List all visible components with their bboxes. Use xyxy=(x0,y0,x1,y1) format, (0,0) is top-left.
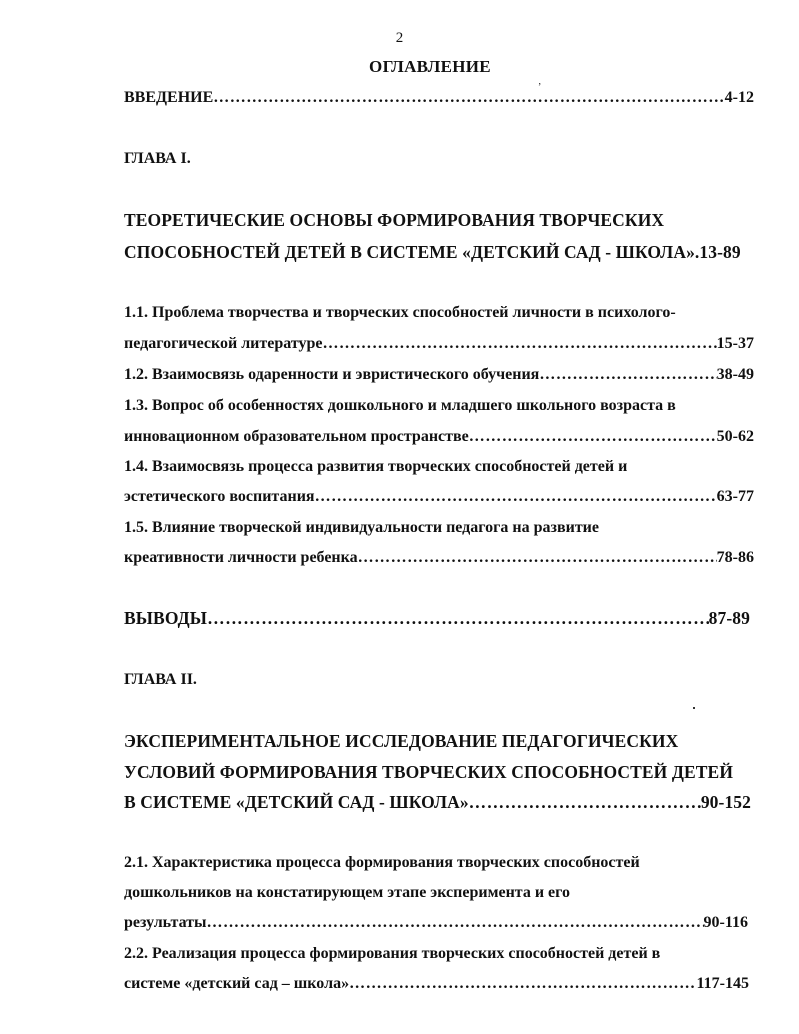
dot-leader xyxy=(469,792,701,813)
toc-entry-label: В СИСТЕМЕ «ДЕТСКИЙ САД - ШКОЛА» xyxy=(124,792,469,812)
chapter-1-title-line-1: ТЕОРЕТИЧЕСКИЕ ОСНОВЫ ФОРМИРОВАНИЯ ТВОРЧЕСКИХ xyxy=(124,210,665,230)
section-2-2-line-2 xyxy=(124,975,749,993)
dot-leader xyxy=(349,975,696,993)
toc-entry-label: эстетического воспитания xyxy=(124,488,315,505)
section-1-2 xyxy=(124,366,754,384)
chapter-2-title-line-1: ЭКСПЕРИМЕНТАЛЬНОЕ ИССЛЕДОВАНИЕ ПЕДАГОГИЧЕСКИХ xyxy=(124,731,679,751)
section-2-2-line-1: 2.2. Реализация процесса формирования творческих способностей детей в xyxy=(124,945,661,962)
toc-entry-label: системе «детский сад – школа» xyxy=(124,975,350,992)
toc-entry-pages: 63-77 xyxy=(716,488,754,505)
toc-entry-label: ВВЕДЕНИЕ xyxy=(124,89,214,106)
section-1-1-line-2 xyxy=(124,335,754,353)
toc-entry-pages: 38-49 xyxy=(716,366,754,383)
toc-entry-label: 1.2. Взаимосвязь одаренности и эвристического обучения xyxy=(124,366,540,383)
dot-leader xyxy=(539,366,716,384)
section-1-1-line-1: 1.1. Проблема творчества и творческих способностей личности в психолого- xyxy=(124,304,676,321)
toc-entry-pages: 90-152 xyxy=(700,792,751,812)
toc-entry-pages: 117-145 xyxy=(696,975,749,992)
toc-entry-pages: 87-89 xyxy=(708,608,750,628)
section-1-3-line-1: 1.3. Вопрос об особенностях дошкольного и младшего школьного возраста в xyxy=(124,397,676,414)
dot-leader xyxy=(469,428,717,446)
toc-entry-pages: 15-37 xyxy=(716,335,754,352)
section-2-1-line-2: дошкольников на констатирующем этапе эксперимента и его xyxy=(124,884,571,901)
dot-leader xyxy=(315,488,717,506)
section-1-4-line-1: 1.4. Взаимосвязь процесса развития творческих способностей детей и xyxy=(124,458,628,475)
toc-entry-pages: 50-62 xyxy=(716,428,754,445)
toc-title: ОГЛАВЛЕНИЕ xyxy=(369,57,491,76)
dot-leader xyxy=(207,914,704,932)
toc-entry-pages: 4-12 xyxy=(724,89,754,106)
toc-entry-label: инновационном образовательном пространстве xyxy=(124,428,469,445)
dot-leader xyxy=(213,89,724,107)
chapter-2-title-line-3 xyxy=(124,792,751,813)
chapter-1-label: ГЛАВА I. xyxy=(124,150,191,167)
section-1-5-line-2 xyxy=(124,549,754,567)
chapter-2-title-line-2: УСЛОВИЙ ФОРМИРОВАНИЯ ТВОРЧЕСКИХ СПОСОБНОСТЕЙ ДЕТЕЙ xyxy=(124,762,734,782)
toc-entry-label: педагогической литературе xyxy=(124,335,323,352)
toc-entry-introduction xyxy=(124,89,754,107)
dot-leader xyxy=(323,335,717,353)
page-number: 2 xyxy=(395,30,404,46)
toc-entry-pages: 90-116 xyxy=(703,914,748,931)
toc-entry-label: ВЫВОДЫ xyxy=(124,608,208,628)
toc-entry-label: креативности личности ребенка xyxy=(124,549,358,566)
toc-entry-conclusions xyxy=(124,608,750,629)
chapter-2-label: ГЛАВА II. xyxy=(124,671,197,688)
dot-leader xyxy=(358,549,717,567)
section-2-1-line-3 xyxy=(124,914,748,932)
section-1-4-line-2 xyxy=(124,488,754,506)
toc-entry-pages: 78-86 xyxy=(716,549,754,566)
chapter-1-title-line-2: СПОСОБНОСТЕЙ ДЕТЕЙ В СИСТЕМЕ «ДЕТСКИЙ САД - ШКОЛА».13-89 xyxy=(124,242,741,262)
toc-entry-label: результаты xyxy=(124,914,207,931)
stray-dot xyxy=(693,707,695,709)
section-1-3-line-2 xyxy=(124,428,754,446)
dot-leader xyxy=(207,608,709,629)
section-2-1-line-1: 2.1. Характеристика процесса формирования творческих способностей xyxy=(124,854,640,871)
section-1-5-line-1: 1.5. Влияние творческой индивидуальности педагога на развитие xyxy=(124,519,599,536)
stray-mark: ʼ xyxy=(538,82,542,93)
